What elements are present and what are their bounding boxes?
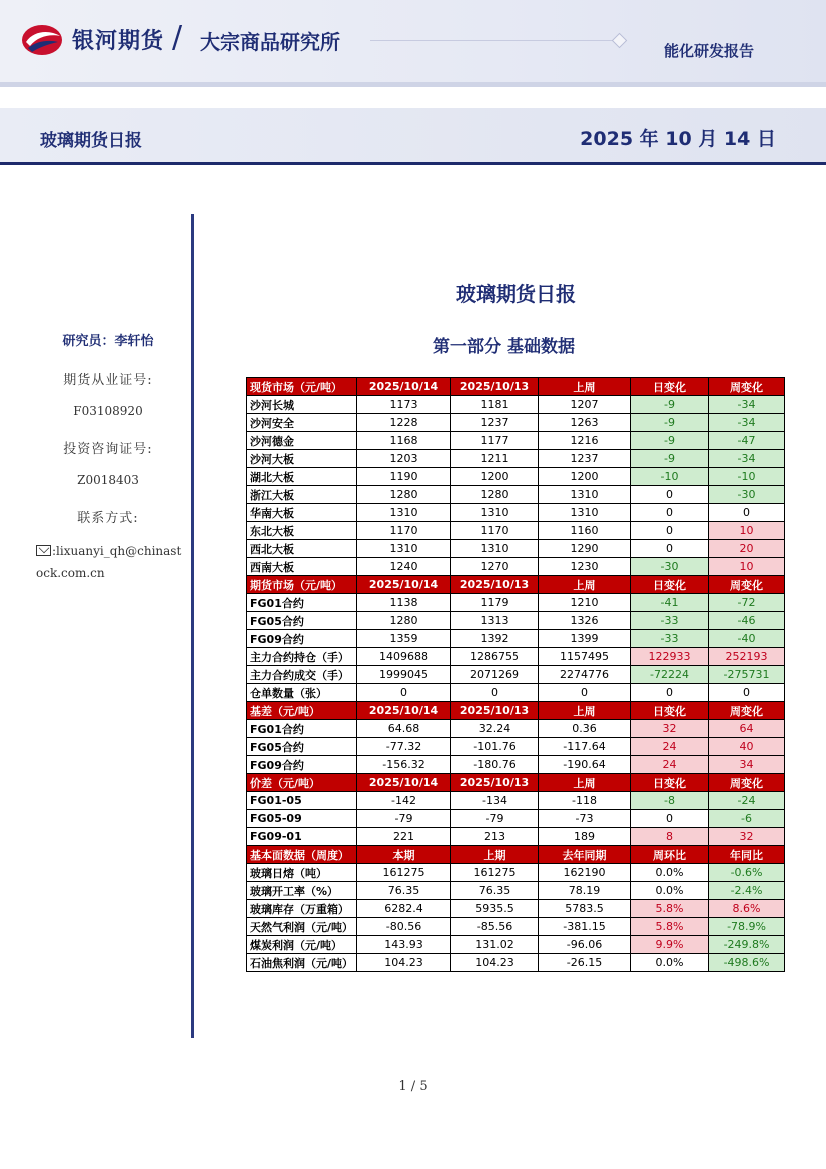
value-cell: -77.32 <box>357 738 451 756</box>
value-cell: 1310 <box>451 540 539 558</box>
sidebar <box>30 330 186 584</box>
researcher-name: 研究员：李轩怡 <box>62 334 154 349</box>
value-cell: 1313 <box>451 612 539 630</box>
row-label: 天然气利润（元/吨） <box>247 918 357 936</box>
value-cell: 64.68 <box>357 720 451 738</box>
value-cell: 104.23 <box>357 954 451 972</box>
table-row <box>247 720 785 738</box>
value-cell: 1310 <box>539 486 631 504</box>
value-cell: 161275 <box>451 864 539 882</box>
header-cell: 本期 <box>357 846 451 864</box>
change-cell: -6 <box>709 810 785 828</box>
row-label: 玻璃日熔（吨） <box>247 864 357 882</box>
value-cell: 213 <box>451 828 539 846</box>
row-label: 沙河大板 <box>247 450 357 468</box>
contact-email[interactable]: :lixuanyi_qh@chinastock.com.cn <box>36 544 182 580</box>
value-cell: -73 <box>539 810 631 828</box>
value-cell: 1170 <box>451 522 539 540</box>
value-cell: -118 <box>539 792 631 810</box>
header-cell: 上周 <box>539 774 631 792</box>
table-section-header <box>247 702 785 720</box>
table-row <box>247 630 785 648</box>
row-label: 沙河安全 <box>247 414 357 432</box>
change-cell: 0 <box>709 684 785 702</box>
section-title: 第一部分 基础数据 <box>433 337 575 357</box>
value-cell: 1230 <box>539 558 631 576</box>
value-cell: -190.64 <box>539 756 631 774</box>
table-row <box>247 756 785 774</box>
table-section-header <box>247 846 785 864</box>
change-cell: 0 <box>709 504 785 522</box>
row-label: FG01合约 <box>247 720 357 738</box>
subheader-divider <box>0 162 826 165</box>
row-label: 玻璃开工率（%） <box>247 882 357 900</box>
row-label: FG05合约 <box>247 612 357 630</box>
change-cell: 20 <box>709 540 785 558</box>
change-cell: -275731 <box>709 666 785 684</box>
value-cell: 1168 <box>357 432 451 450</box>
change-cell: -30 <box>631 558 709 576</box>
value-cell: 0.36 <box>539 720 631 738</box>
value-cell: 76.35 <box>357 882 451 900</box>
header-cell: 周环比 <box>631 846 709 864</box>
change-cell: 0 <box>631 486 709 504</box>
header-cell: 2025/10/13 <box>451 774 539 792</box>
header-cell: 年同比 <box>709 846 785 864</box>
table-row <box>247 792 785 810</box>
header-cell: 2025/10/13 <box>451 378 539 396</box>
change-cell: 40 <box>709 738 785 756</box>
header-cell: 现货市场（元/吨） <box>247 378 357 396</box>
sidebar-divider <box>191 214 194 1038</box>
change-cell: 0 <box>631 540 709 558</box>
row-label: FG09-01 <box>247 828 357 846</box>
row-label: 湖北大板 <box>247 468 357 486</box>
value-cell: 1409688 <box>357 648 451 666</box>
advisory-label: 投资咨询证号: <box>63 442 153 457</box>
change-cell: -78.9% <box>709 918 785 936</box>
row-label: FG09合约 <box>247 630 357 648</box>
header-cell: 2025/10/13 <box>451 576 539 594</box>
change-cell: -72224 <box>631 666 709 684</box>
value-cell: 1177 <box>451 432 539 450</box>
header-cell: 上期 <box>451 846 539 864</box>
galaxy-logo-icon <box>20 22 64 58</box>
change-cell: -9 <box>631 414 709 432</box>
header-cell: 2025/10/14 <box>357 576 451 594</box>
table-row <box>247 918 785 936</box>
change-cell: -33 <box>631 612 709 630</box>
value-cell: -134 <box>451 792 539 810</box>
value-cell: 1181 <box>451 396 539 414</box>
value-cell: 2071269 <box>451 666 539 684</box>
envelope-icon <box>36 545 51 556</box>
value-cell: 1326 <box>539 612 631 630</box>
table-row <box>247 468 785 486</box>
value-cell: -96.06 <box>539 936 631 954</box>
value-cell: 1359 <box>357 630 451 648</box>
value-cell: 162190 <box>539 864 631 882</box>
table-section-header <box>247 774 785 792</box>
table-row <box>247 864 785 882</box>
value-cell: 0 <box>357 684 451 702</box>
header-cell: 日变化 <box>631 378 709 396</box>
header-cell: 日变化 <box>631 702 709 720</box>
value-cell: 1392 <box>451 630 539 648</box>
table-row <box>247 594 785 612</box>
value-cell: 1399 <box>539 630 631 648</box>
value-cell: 104.23 <box>451 954 539 972</box>
table-row <box>247 396 785 414</box>
change-cell: -34 <box>709 450 785 468</box>
table-row <box>247 648 785 666</box>
change-cell: 0.0% <box>631 954 709 972</box>
value-cell: 0 <box>539 684 631 702</box>
value-cell: 1280 <box>451 486 539 504</box>
change-cell: -8 <box>631 792 709 810</box>
value-cell: -180.76 <box>451 756 539 774</box>
table-section-header <box>247 576 785 594</box>
change-cell: 34 <box>709 756 785 774</box>
value-cell: 1179 <box>451 594 539 612</box>
value-cell: 143.93 <box>357 936 451 954</box>
change-cell: -2.4% <box>709 882 785 900</box>
table-row <box>247 414 785 432</box>
header-cell: 周变化 <box>709 702 785 720</box>
change-cell: 32 <box>709 828 785 846</box>
value-cell: 1286755 <box>451 648 539 666</box>
table-row <box>247 540 785 558</box>
header-cell: 2025/10/14 <box>357 774 451 792</box>
change-cell: -9 <box>631 450 709 468</box>
row-label: 沙河长城 <box>247 396 357 414</box>
header-cell: 基差（元/吨） <box>247 702 357 720</box>
value-cell: 1263 <box>539 414 631 432</box>
row-label: FG05合约 <box>247 738 357 756</box>
change-cell: -249.8% <box>709 936 785 954</box>
header-cell: 2025/10/14 <box>357 702 451 720</box>
header-cell: 2025/10/14 <box>357 378 451 396</box>
header-cell: 上周 <box>539 378 631 396</box>
license-label: 期货从业证号: <box>63 373 153 388</box>
header-cell: 周变化 <box>709 774 785 792</box>
change-cell: -30 <box>709 486 785 504</box>
value-cell: 1280 <box>357 612 451 630</box>
header-cell: 2025/10/13 <box>451 702 539 720</box>
change-cell: -10 <box>709 468 785 486</box>
table-row <box>247 936 785 954</box>
change-cell: 24 <box>631 756 709 774</box>
header-cell: 上周 <box>539 702 631 720</box>
change-cell: -47 <box>709 432 785 450</box>
change-cell: 5.8% <box>631 918 709 936</box>
value-cell: 1160 <box>539 522 631 540</box>
value-cell: 0 <box>451 684 539 702</box>
header-cell: 周变化 <box>709 576 785 594</box>
change-cell: -41 <box>631 594 709 612</box>
row-label: FG01合约 <box>247 594 357 612</box>
change-cell: 0 <box>631 522 709 540</box>
page-title: 玻璃期货日报 <box>456 282 576 306</box>
row-label: 西北大板 <box>247 540 357 558</box>
header-cell: 上周 <box>539 576 631 594</box>
row-label: 华南大板 <box>247 504 357 522</box>
change-cell: 10 <box>709 558 785 576</box>
change-cell: -10 <box>631 468 709 486</box>
value-cell: 76.35 <box>451 882 539 900</box>
value-cell: -117.64 <box>539 738 631 756</box>
row-label: 浙江大板 <box>247 486 357 504</box>
table-row <box>247 558 785 576</box>
value-cell: 5783.5 <box>539 900 631 918</box>
header-cell: 期货市场（元/吨） <box>247 576 357 594</box>
value-cell: 32.24 <box>451 720 539 738</box>
value-cell: 1207 <box>539 396 631 414</box>
change-cell: 10 <box>709 522 785 540</box>
value-cell: 1138 <box>357 594 451 612</box>
row-label: 沙河德金 <box>247 432 357 450</box>
change-cell: -46 <box>709 612 785 630</box>
change-cell: 8 <box>631 828 709 846</box>
value-cell: 1310 <box>357 504 451 522</box>
value-cell: 1310 <box>357 540 451 558</box>
brand-name: 银河期货 <box>72 29 165 54</box>
table-row <box>247 828 785 846</box>
value-cell: 1200 <box>539 468 631 486</box>
change-cell: 122933 <box>631 648 709 666</box>
value-cell: 1240 <box>357 558 451 576</box>
page-number: 1 / 5 <box>398 1079 428 1094</box>
report-subtitle: 玻璃期货日报 <box>40 131 142 151</box>
value-cell: 1290 <box>539 540 631 558</box>
table-row <box>247 522 785 540</box>
row-label: 西南大板 <box>247 558 357 576</box>
header-cell: 基本面数据（周度） <box>247 846 357 864</box>
change-cell: -33 <box>631 630 709 648</box>
value-cell: 6282.4 <box>357 900 451 918</box>
value-cell: 1210 <box>539 594 631 612</box>
table-row <box>247 810 785 828</box>
change-cell: 252193 <box>709 648 785 666</box>
change-cell: 0 <box>631 810 709 828</box>
report-date: 2025 年 10 月 14 日 <box>580 128 776 150</box>
table-row <box>247 882 785 900</box>
table-row <box>247 486 785 504</box>
change-cell: -498.6% <box>709 954 785 972</box>
value-cell: 189 <box>539 828 631 846</box>
report-type: 能化研发报告 <box>663 42 754 60</box>
table-row <box>247 738 785 756</box>
value-cell: -26.15 <box>539 954 631 972</box>
row-label: 煤炭利润（元/吨） <box>247 936 357 954</box>
value-cell: 1203 <box>357 450 451 468</box>
change-cell: -0.6% <box>709 864 785 882</box>
change-cell: -34 <box>709 396 785 414</box>
value-cell: 161275 <box>357 864 451 882</box>
value-cell: -80.56 <box>357 918 451 936</box>
value-cell: 1211 <box>451 450 539 468</box>
change-cell: -9 <box>631 432 709 450</box>
value-cell: 1270 <box>451 558 539 576</box>
decorative-line <box>370 40 618 41</box>
advisory-value: Z0018403 <box>77 473 139 487</box>
value-cell: 1173 <box>357 396 451 414</box>
value-cell: -79 <box>451 810 539 828</box>
value-cell: 78.19 <box>539 882 631 900</box>
basic-data-table <box>246 377 785 972</box>
table-row <box>247 954 785 972</box>
table-row <box>247 900 785 918</box>
row-label: 主力合约持仓（手） <box>247 648 357 666</box>
value-cell: -79 <box>357 810 451 828</box>
change-cell: 5.8% <box>631 900 709 918</box>
value-cell: 221 <box>357 828 451 846</box>
value-cell: 1157495 <box>539 648 631 666</box>
value-cell: 1237 <box>451 414 539 432</box>
change-cell: 32 <box>631 720 709 738</box>
value-cell: -156.32 <box>357 756 451 774</box>
change-cell: -34 <box>709 414 785 432</box>
table-row <box>247 612 785 630</box>
value-cell: 1170 <box>357 522 451 540</box>
institute-name: 大宗商品研究所 <box>200 30 340 54</box>
value-cell: 5935.5 <box>451 900 539 918</box>
row-label: 石油焦利润（元/吨） <box>247 954 357 972</box>
value-cell: 1310 <box>539 504 631 522</box>
value-cell: -85.56 <box>451 918 539 936</box>
header-cell: 日变化 <box>631 774 709 792</box>
table-row <box>247 504 785 522</box>
value-cell: 1228 <box>357 414 451 432</box>
change-cell: 9.9% <box>631 936 709 954</box>
value-cell: -142 <box>357 792 451 810</box>
table-row <box>247 666 785 684</box>
row-label: 东北大板 <box>247 522 357 540</box>
row-label: 主力合约成交（手） <box>247 666 357 684</box>
change-cell: 64 <box>709 720 785 738</box>
value-cell: 1200 <box>451 468 539 486</box>
change-cell: -9 <box>631 396 709 414</box>
license-value: F03108920 <box>73 404 143 418</box>
change-cell: -72 <box>709 594 785 612</box>
row-label: FG05-09 <box>247 810 357 828</box>
header-cell: 价差（元/吨） <box>247 774 357 792</box>
table-row <box>247 450 785 468</box>
value-cell: 1216 <box>539 432 631 450</box>
brand-separator: / <box>172 20 183 55</box>
value-cell: 1237 <box>539 450 631 468</box>
change-cell: 8.6% <box>709 900 785 918</box>
change-cell: 0.0% <box>631 882 709 900</box>
value-cell: -381.15 <box>539 918 631 936</box>
value-cell: 2274776 <box>539 666 631 684</box>
change-cell: 0 <box>631 504 709 522</box>
row-label: FG01-05 <box>247 792 357 810</box>
value-cell: 1280 <box>357 486 451 504</box>
change-cell: 24 <box>631 738 709 756</box>
change-cell: -24 <box>709 792 785 810</box>
table-row <box>247 432 785 450</box>
value-cell: 1310 <box>451 504 539 522</box>
table-row <box>247 684 785 702</box>
table-section-header <box>247 378 785 396</box>
header-cell: 日变化 <box>631 576 709 594</box>
change-cell: -40 <box>709 630 785 648</box>
email-text[interactable]: lixuanyi_qh@chinastock.com.cn <box>36 544 182 580</box>
value-cell: 1190 <box>357 468 451 486</box>
value-cell: 1999045 <box>357 666 451 684</box>
row-label: 仓单数量（张） <box>247 684 357 702</box>
header-cell: 周变化 <box>709 378 785 396</box>
change-cell: 0.0% <box>631 864 709 882</box>
row-label: 玻璃库存（万重箱） <box>247 900 357 918</box>
header-divider <box>0 82 826 87</box>
contact-label: 联系方式: <box>77 511 139 526</box>
row-label: FG09合约 <box>247 756 357 774</box>
header-cell: 去年同期 <box>539 846 631 864</box>
value-cell: -101.76 <box>451 738 539 756</box>
change-cell: 0 <box>631 684 709 702</box>
value-cell: 131.02 <box>451 936 539 954</box>
